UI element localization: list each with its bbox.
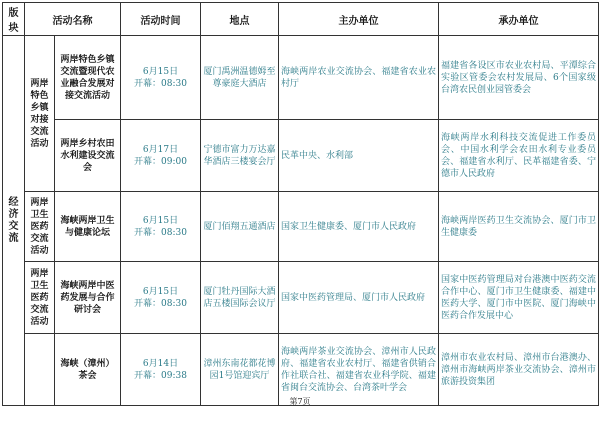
date-text: 6月15日 — [142, 286, 179, 297]
organizer-cell: 漳州市农业农村局、漳州市台港澳办、漳州市海峡两岸茶业交流协会、漳州市旅游投资集团 — [439, 334, 599, 406]
segment-label: 经济交流 — [8, 196, 19, 244]
group-cell: 两岸卫生医药交流活动 — [25, 262, 55, 334]
host-cell: 民革中央、水利部 — [279, 120, 439, 192]
header-location: 地点 — [201, 3, 279, 36]
header-row — [3, 3, 599, 36]
organizer-cell: 福建省各设区市农业农村局、平潭综合实验区管委会农村发展局、6个国家级台湾农民创业园管委会 — [439, 36, 599, 120]
activity-name: 两岸特色乡镇交流暨现代农业融合发展对接交流活动 — [55, 36, 121, 120]
date-text: 6月15日 — [142, 66, 179, 77]
location-cell: 漳州东南花都花博园1号馆迎宾厅 — [201, 334, 279, 406]
location-cell: 宁德市富力万达嘉华酒店三楼宴会厅 — [201, 120, 279, 192]
header-organizer: 承办单位 — [439, 3, 599, 36]
group-cell-empty — [25, 334, 55, 406]
date-text: 6月17日 — [142, 144, 179, 155]
open-time: 开幕：09:38 — [134, 370, 187, 381]
organizer-cell: 海峡两岸水利科技交流促进工作委员会、中国水利学会农田水利专业委员会、福建省水利厅、民革福建省委、宁德市人民政府 — [439, 120, 599, 192]
time-cell — [121, 262, 201, 334]
open-time: 开幕：08:30 — [134, 298, 187, 309]
time-cell — [121, 36, 201, 120]
open-time: 开幕：08:30 — [134, 227, 187, 238]
open-time: 开幕：09:00 — [134, 156, 187, 167]
header-host: 主办单位 — [279, 3, 439, 36]
activity-name: 海峡（漳州）茶会 — [55, 334, 121, 406]
date-text: 6月15日 — [142, 215, 179, 226]
time-cell — [121, 192, 201, 262]
header-activity: 活动名称 — [25, 3, 121, 36]
location-cell: 厦门牡丹国际大酒店五楼国际会议厅 — [201, 262, 279, 334]
location-cell: 厦门禹洲温德姆至尊豪庭大酒店 — [201, 36, 279, 120]
time-cell — [121, 120, 201, 192]
host-cell: 国家卫生健康委、厦门市人民政府 — [279, 192, 439, 262]
organizer-cell: 国家中医药管理局对台港澳中医药交流合作中心、厦门市卫生健康委、福建中医药大学、厦门市中医院、厦门海峡中医药合作发展中心 — [439, 262, 599, 334]
host-cell: 海峡两岸茶业交流协会、漳州市人民政府、福建省农业农村厅、福建省供销合作社联合社、福建省农业科学院、福建省闽台交流协会、台湾茶叶学会 — [279, 334, 439, 406]
schedule-table — [2, 2, 599, 406]
activity-name: 海峡两岸中医药发展与合作研讨会 — [55, 262, 121, 334]
host-cell: 海峡两岸农业交流协会、福建省农业农村厅 — [279, 36, 439, 120]
activity-name: 海峡两岸卫生与健康论坛 — [55, 192, 121, 262]
time-cell — [121, 334, 201, 406]
segment-cell — [3, 36, 25, 406]
table-row — [3, 120, 599, 192]
location-cell: 厦门佰翔五通酒店 — [201, 192, 279, 262]
host-cell: 国家中医药管理局、厦门市人民政府 — [279, 262, 439, 334]
table-row — [3, 36, 599, 120]
header-segment: 版块 — [3, 3, 25, 36]
date-text: 6月14日 — [142, 358, 179, 369]
table-row — [3, 192, 599, 262]
group-cell: 两岸卫生医药交流活动 — [25, 192, 55, 262]
organizer-cell: 海峡两岸医药卫生交流协会、厦门市卫生健康委 — [439, 192, 599, 262]
table-row — [3, 262, 599, 334]
page-number: 第7页 — [289, 397, 311, 406]
activity-name: 两岸乡村农田水利建设交流会 — [55, 120, 121, 192]
group-cell: 两岸特色乡镇对接交流活动 — [25, 36, 55, 192]
header-time: 活动时间 — [121, 3, 201, 36]
open-time: 开幕：08:30 — [134, 78, 187, 89]
table-row — [3, 334, 599, 406]
